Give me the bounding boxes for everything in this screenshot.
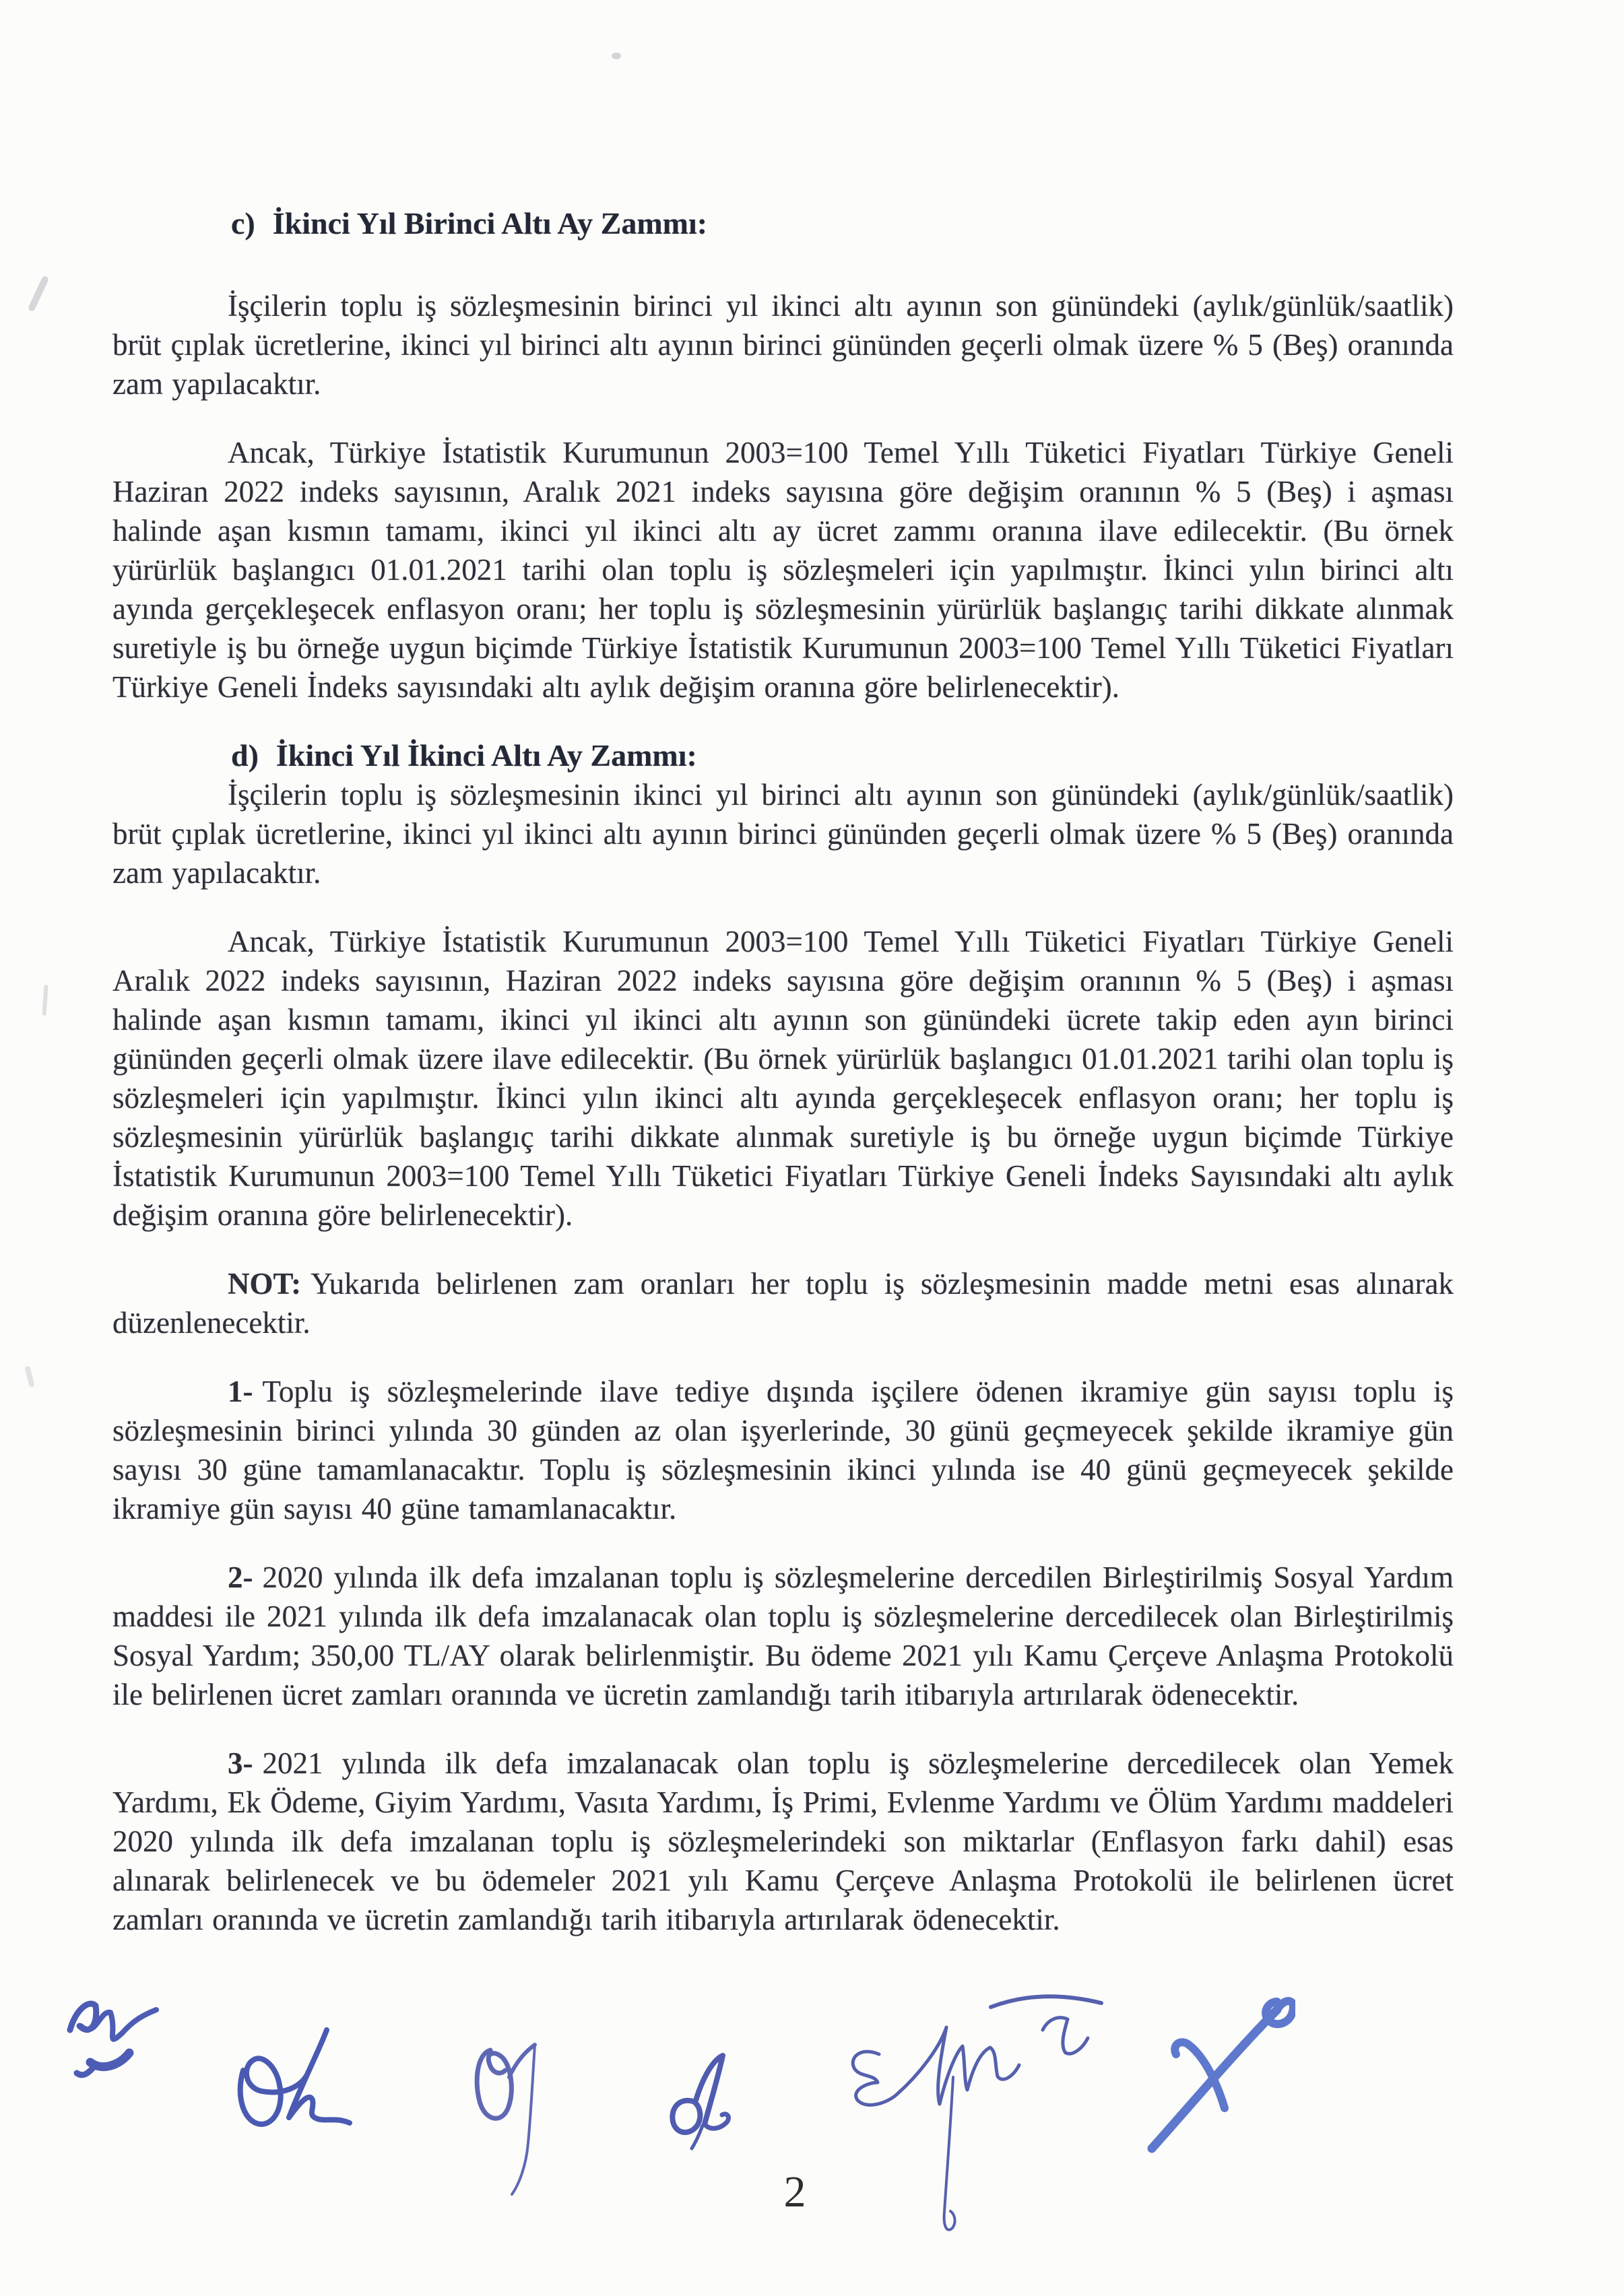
item-1-text: Toplu iş sözleşmelerinde ilave tediye dışında işçilere ödenen ikramiye gün sayısı toplu iş sözleşmesinin birinci yılında 30 günden az olan işyerlerinde, 30 günü geçmeyecek şekilde ikramiye gün sayısı 30 güne tamamlanacaktır. Toplu iş sözleşmesinin ikinci yılında ise 40 günü geçmeyecek şekilde ikramiye gün sayısı 40 güne tamamlanacaktır. (112, 1375, 1454, 1526)
item-3-number: 3- (228, 1746, 253, 1780)
note-label: NOT: (228, 1267, 302, 1301)
list-item-2-social-aid (112, 1558, 1454, 1714)
paragraph-d-inflation-clause: Ancak, Türkiye İstatistik Kurumunun 2003=100 Temel Yıllı Tüketici Fiyatları Türkiye Geneli Aralık 2022 indeks sayısının, Haziran 2022 indeks sayısına göre değişim oranının % 5 (Beş) i aşması halinde aşan kısmın tamamı, ikinci yıl ikinci altı ayının son günündeki ücrete takip eden ayın birinci gününden geçerli olmak üzere ilave edilecektir. (Bu örnek yürürlük başlangıcı 01.01.2021 tarihi olan toplu iş sözleşmeleri için yapılmıştır. İkinci yılın ikinci altı ayında gerçekleşecek enflasyon oranı; her toplu iş sözleşmesinin yürürlük başlangıç tarihi dikkate alınmak suretiyle iş bu örneğe uygun biçimde Türkiye İstatistik Kurumunun 2003=100 Temel Yıllı Tüketici Fiyatları Türkiye Geneli İndeks Sayısındaki altı aylık değişim oranına göre belirlenecektir). (112, 925, 1454, 1232)
signature-5 (837, 1988, 1110, 2241)
signature-3 (470, 2029, 558, 2200)
signature-1 (61, 1995, 162, 2082)
scan-artifact (28, 275, 50, 313)
heading-d-label: d) (231, 738, 259, 773)
heading-c-title: İkinci Yıl Birinci Altı Ay Zammı: (272, 206, 708, 240)
scan-artifact (24, 1366, 35, 1388)
heading-second-year-first-half-raise (112, 204, 1454, 243)
list-item-3-other-benefits (112, 1744, 1454, 1939)
scan-artifact (42, 985, 48, 1016)
item-1-number: 1- (228, 1375, 253, 1408)
item-3-text: 2021 yılında ilk defa imzalanacak olan toplu iş sözleşmelerine dercedilecek olan Yemek Yardımı, Ek Ödeme, Giyim Yardımı, Vasıta Yardımı, İş Primi, Evlenme Yardımı ve Ölüm Yardımı maddeleri 2020 yılında ilk defa imzalanan toplu iş sözleşmelerindeki son miktarlar (Enflasyon farkı dahil) esas alınarak belirlenecek ve bu ödemeler 2021 yılı Kamu Çerçeve Anlaşma Protokolü ile belirlenen ücret zamları oranında ve ücretin zamlandığı tarih itibarıyla artırılarak ödenecektir. (112, 1746, 1454, 1936)
heading-second-year-second-half-raise (112, 736, 1454, 775)
document-body (112, 204, 1454, 1969)
signature-6 (1137, 1988, 1295, 2160)
paragraph-d-wage-raise: İşçilerin toplu iş sözleşmesinin ikinci yıl birinci altı ayının son günündeki (aylık/günlük/saatlik) brüt çıplak ücretlerine, ikinci yıl ikinci altı ayının birinci gününden geçerli olmak üzere % 5 (Beş) oranında zam yapılacaktır. (112, 778, 1454, 890)
heading-d-title: İkinci Yıl İkinci Altı Ay Zammı: (275, 738, 697, 773)
signature-4 (662, 2049, 736, 2153)
signature-2 (224, 2022, 359, 2133)
note-text: Yukarıda belirlenen zam oranları her toplu iş sözleşmesinin madde metni esas alınarak düzenlenecektir. (112, 1267, 1454, 1340)
heading-c-label: c) (231, 206, 255, 240)
page-number: 2 (783, 2167, 806, 2217)
item-2-number: 2- (228, 1561, 253, 1594)
scan-artifact (612, 53, 621, 59)
item-2-text: 2020 yılında ilk defa imzalanan toplu iş sözleşmelerine dercedilen Birleştirilmiş Sosyal Yardım maddesi ile 2021 yılında ilk defa imzalanacak olan toplu iş sözleşmelerine dercedilecek olan Birleştirilmiş Sosyal Yardım; 350,00 TL/AY olarak belirlenmiştir. Bu ödeme 2021 yılı Kamu Çerçeve Anlaşma Protokolü ile belirlenen ücret zamları oranında ve ücretin zamlandığı tarih itibarıyla artırılarak ödenecektir. (112, 1561, 1454, 1711)
list-item-1-bonus-days (112, 1372, 1454, 1528)
paragraph-c-inflation-clause: Ancak, Türkiye İstatistik Kurumunun 2003=100 Temel Yıllı Tüketici Fiyatları Türkiye Geneli Haziran 2022 indeks sayısının, Aralık 2021 indeks sayısına göre değişim oranının % 5 (Beş) i aşması halinde aşan kısmın tamamı, ikinci yıl ikinci altı ay ücret zammı oranına ilave edilecektir. (Bu örnek yürürlük başlangıcı 01.01.2021 tarihi olan toplu iş sözleşmeleri için yapılmıştır. İkinci yılın birinci altı ayında gerçekleşecek enflasyon oranı; her toplu iş sözleşmesinin yürürlük başlangıç tarihi dikkate alınmak suretiyle iş bu örneğe uygun biçimde Türkiye İstatistik Kurumunun 2003=100 Temel Yıllı Tüketici Fiyatları Türkiye Geneli İndeks sayısındaki altı aylık değişim oranına göre belirlenecektir). (112, 436, 1454, 704)
paragraph-c-wage-raise: İşçilerin toplu iş sözleşmesinin birinci yıl ikinci altı ayının son günündeki (aylık/günlük/saatlik) brüt çıplak ücretlerine, ikinci yıl birinci altı ayının birinci gününden geçerli olmak üzere % 5 (Beş) oranında zam yapılacaktır. (112, 289, 1454, 401)
note-paragraph (112, 1264, 1454, 1342)
